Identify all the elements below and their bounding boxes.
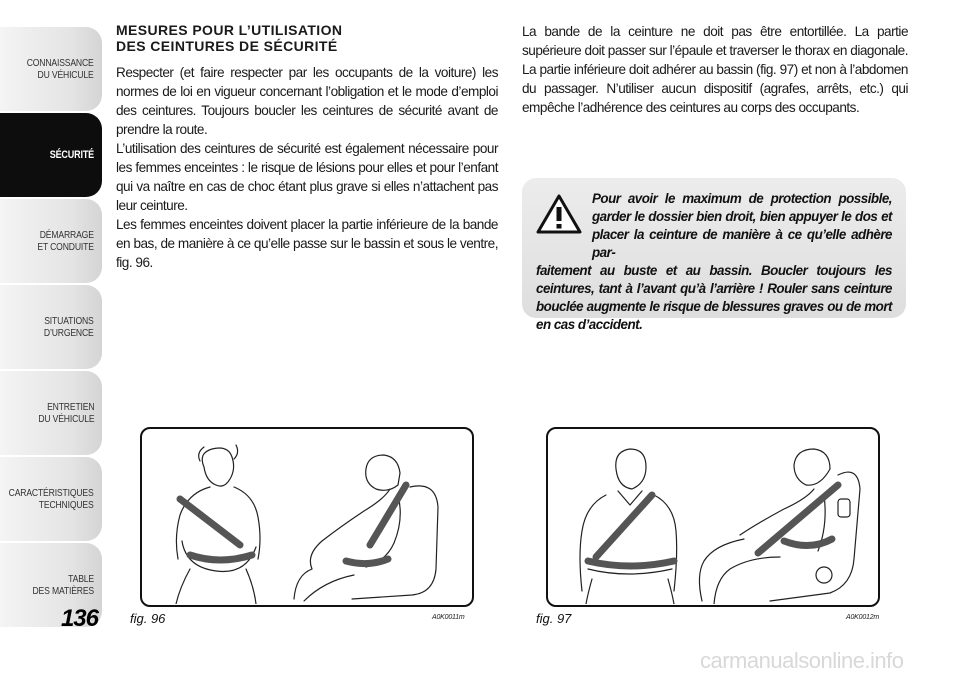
- tab-situations-d-urgence[interactable]: [0, 285, 102, 369]
- watermark-text: carmanualsonline.info: [700, 648, 904, 673]
- paragraph-usage: Respecter (et faire respecter par les occupants de la voiture) les normes de loi en vigueur concernant l’obligation et le mode d’emploi des ceintures. Toujours boucler les ceintures de sécurité avant de prendre la route.: [116, 65, 498, 137]
- tab-label: DÉMARRAGE ET CONDUITE: [37, 229, 94, 253]
- paragraph-pregnant-placement: Les femmes enceintes doivent placer la partie inférieure de la bande en bas, de manière à ce qu’elle passe sur le bassin et sous le ventre, fig. 96.: [116, 217, 498, 270]
- tab-entretien-du-vehicule[interactable]: [0, 371, 102, 455]
- tab-caracteristiques-techniques[interactable]: [0, 457, 102, 541]
- warning-text-indented: Pour avoir le maximum de protection possible, garder le dossier bien droit, bien appuyer le dos et placer la ceinture de manière à ce qu’elle adhère par-: [592, 191, 892, 260]
- tab-securite[interactable]: [0, 113, 102, 197]
- warning-text-rest: faitement au buste et au bassin. Boucler toujours les ceintures, tant à l’avant qu’à l’arrière ! Rouler sans ceinture bouclée augmente le risque de blessures graves ou de mort en cas d’accident.: [536, 263, 892, 332]
- heading-line-2: DES CEINTURES DE SÉCURITÉ: [116, 38, 338, 54]
- section-heading: [116, 22, 498, 54]
- tab-demarrage-et-conduite[interactable]: [0, 199, 102, 283]
- right-column: [522, 22, 908, 117]
- pregnant-women-seatbelt-drawing: [142, 429, 471, 604]
- warning-triangle-icon: [536, 194, 582, 234]
- paragraph-pregnant: L’utilisation des ceintures de sécurité est également nécessaire pour les femmes enceintes : le risque de lésions pour elles et pour l’enfant qui va naître en cas de choc étant plus grave si elles n’attachent pas leur ceinture.: [116, 141, 498, 213]
- heading-line-1: MESURES POUR L’UTILISATION: [116, 22, 343, 38]
- seated-man-seatbelt-drawing: [548, 429, 877, 604]
- warning-box: [522, 178, 906, 332]
- tab-label: CONNAISSANCE DU VÉHICULE: [27, 57, 94, 81]
- figure-96-illustration: [140, 427, 474, 607]
- tab-label: CARACTÉRISTIQUES TECHNIQUES: [9, 487, 94, 511]
- figure-96-code: A0K0011m: [432, 614, 465, 621]
- tab-label: SÉCURITÉ: [49, 149, 94, 161]
- tab-connaissance-du-vehicule[interactable]: [0, 27, 102, 111]
- figure-96-label: fig. 96: [130, 611, 166, 626]
- figure-97-illustration: [546, 427, 880, 607]
- paragraph-belt-routing: La bande de la ceinture ne doit pas être entortillée. La partie supérieure doit passer sur l’épaule et traverser le thorax en diagonale. La partie inférieure doit adhérer au bassin (fig. 97) et non à l’abdomen du passager. N’utiliser aucun dispositif (agrafes, arrêts, etc.) qui empêche l’adhérence des ceintures au corps des occupants.: [522, 24, 908, 115]
- page-number: 136: [60, 605, 98, 632]
- chapter-sidebar: [0, 0, 104, 677]
- figure-97-label: fig. 97: [536, 611, 572, 626]
- tab-label: ENTRETIEN DU VÉHICULE: [37, 401, 94, 425]
- figure-97-code: A0K0012m: [846, 614, 880, 621]
- tab-label: SITUATIONS D’URGENCE: [44, 315, 94, 339]
- warning-text: [536, 190, 892, 334]
- tab-label: TABLE DES MATIÈRES: [32, 573, 94, 597]
- left-column: [116, 22, 498, 272]
